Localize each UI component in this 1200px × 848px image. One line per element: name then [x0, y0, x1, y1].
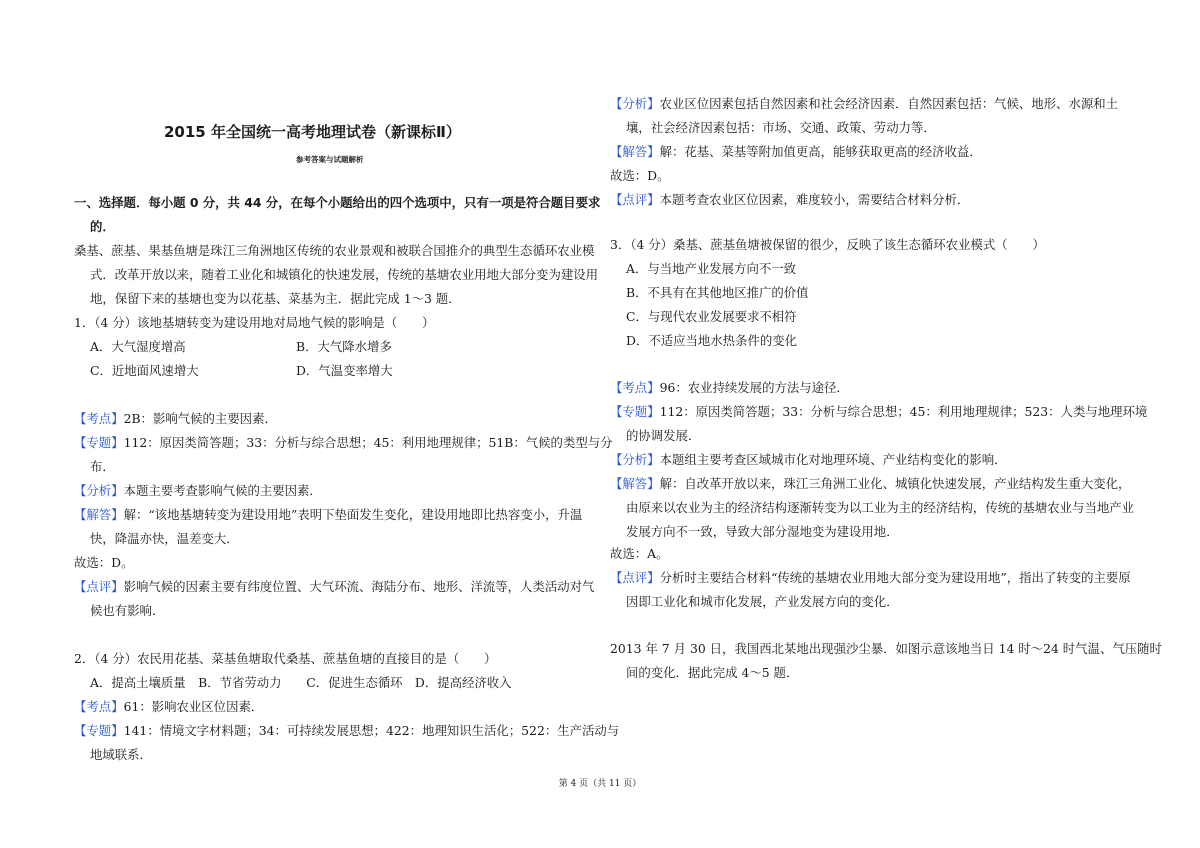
kaodian-text: 61：影响农业区位因素． [123, 699, 264, 714]
kaodian-tag: 【考点】 [610, 380, 660, 395]
option-a: A．大气湿度增高 [90, 339, 186, 354]
question-stem: 2．（4 分）农民用花基、菜基鱼塘取代桑基、蔗基鱼塘的直接目的是（ ） [74, 651, 497, 666]
dianping-tag: 【点评】 [610, 570, 660, 585]
dianping-row [610, 192, 969, 208]
intro2-line-1: 2013 年 7 月 30 日，我国西北某地出现强沙尘暴．如图示意该地当日 14 时～24 时气温、气压随时 [610, 641, 1162, 656]
dianping-text-cont: 因即工业化和城市化发展，产业发展方向的变化． [626, 594, 899, 609]
option-b: B．大气降水增多 [296, 339, 392, 354]
kaodian-tag: 【考点】 [74, 699, 124, 714]
kaodian-row [74, 411, 277, 427]
jieda-row [610, 144, 982, 160]
option-b: B．不具有在其他地区推广的价值 [626, 285, 809, 300]
zhuanti-text: 112：原因类简答题；33：分析与综合思想；45：利用地理规律；51B：气候的类型与分 [123, 435, 613, 450]
dianping-text: 影响气候的因素主要有纬度位置、大气环流、海陆分布、地形、洋流等，人类活动对气 [123, 579, 595, 594]
dianping-text: 分析时主要结合材料“传统的基塘农业用地大部分变为建设用地”，指出了转变的主要原 [659, 570, 1131, 585]
dianping-row [74, 579, 594, 595]
page-title: 2015 年全国统一高考地理试卷（新课标Ⅱ） [164, 123, 461, 141]
zhuanti-text: 112：原因类简答题；33：分析与综合思想；45：利用地理规律；523：人类与地理环境 [659, 404, 1148, 419]
fenxi-tag: 【分析】 [74, 483, 124, 498]
zhuanti-row [610, 404, 1147, 420]
kaodian-text: 2B：影响气候的主要因素． [123, 411, 277, 426]
zhuanti-tag: 【专题】 [610, 404, 660, 419]
section-heading-cont: 的． [90, 219, 115, 234]
question-stem: 1．（4 分）该地基塘转变为建设用地对局地气候的影响是（ ） [74, 315, 435, 330]
page-number: 第 4 页（共 11 页） [558, 779, 642, 789]
intro-line-3: 地，保留下来的基塘也变为以花基、菜基为主．据此完成 1～3 题． [90, 291, 461, 306]
zhuanti-text-cont: 的协调发展． [626, 428, 701, 443]
answer: 故选：A。 [610, 546, 669, 561]
fenxi-text: 本题主要考查影响气候的主要因素． [123, 483, 322, 498]
jieda-tag: 【解答】 [610, 144, 660, 159]
intro-line-1: 桑基、蔗基、果基鱼塘是珠江三角洲地区传统的农业景观和被联合国推介的典型生态循环农业模 [74, 243, 595, 258]
page-subtitle: 参考答案与试题解析 [296, 155, 364, 164]
options-row: A．提高土壤质量 B．节省劳动力 C．促进生态循环 D．提高经济收入 [90, 675, 512, 690]
option-d: D．不适应当地水热条件的变化 [626, 333, 798, 348]
fenxi-row [610, 96, 1118, 112]
intro2-line-2: 间的变化．据此完成 4～5 题． [626, 665, 799, 680]
option-c: C．近地面风速增大 [90, 363, 199, 378]
answer: 故选：D。 [74, 555, 134, 570]
jieda-text: 解：“该地基塘转变为建设用地”表明下垫面发生变化，建设用地即比热容变小，升温 [123, 507, 583, 522]
jieda-tag: 【解答】 [74, 507, 124, 522]
zhuanti-tag: 【专题】 [74, 723, 124, 738]
kaodian-tag: 【考点】 [74, 411, 124, 426]
option-d: D．气温变率增大 [296, 363, 393, 378]
kaodian-row [610, 380, 849, 396]
fenxi-tag: 【分析】 [610, 452, 660, 467]
jieda-row [74, 507, 582, 523]
jieda-tag: 【解答】 [610, 476, 660, 491]
jieda-text: 解：花基、菜基等附加值更高，能够获取更高的经济收益． [659, 144, 982, 159]
jieda-row [610, 476, 1130, 492]
option-c: C．与现代农业发展要求不相符 [626, 309, 797, 324]
zhuanti-text-cont: 地域联系． [90, 747, 152, 762]
question-stem: 3．（4 分）桑基、蔗基鱼塘被保留的很少，反映了该生态循环农业模式（ ） [610, 237, 1045, 252]
jieda-text-cont-2: 发展方向不一致，导致大部分湿地变为建设用地． [626, 524, 899, 539]
jieda-text-cont: 由原来以农业为主的经济结构逐渐转变为以工业为主的经济结构，传统的基塘农业与当地产业 [626, 500, 1135, 515]
kaodian-text: 96：农业持续发展的方法与途径． [659, 380, 849, 395]
fenxi-tag: 【分析】 [610, 96, 660, 111]
fenxi-row [610, 452, 1007, 468]
dianping-tag: 【点评】 [74, 579, 124, 594]
dianping-row [610, 570, 1131, 586]
dianping-text: 本题考查农业区位因素，难度较小，需要结合材料分析． [659, 192, 970, 207]
fenxi-text: 农业区位因素包括自然因素和社会经济因素．自然因素包括：气候、地形、水源和土 [659, 96, 1119, 111]
section-heading: 一、选择题．每小题 0 分，共 44 分，在每个小题给出的四个选项中，只有一项是符合题目要求 [74, 195, 601, 210]
zhuanti-text: 141：情境文字材料题；34：可持续发展思想；422：地理知识生活化；522：生产活动与 [123, 723, 620, 738]
zhuanti-tag: 【专题】 [74, 435, 124, 450]
fenxi-text-cont: 壤，社会经济因素包括：市场、交通、政策、劳动力等． [626, 120, 936, 135]
answer: 故选：D。 [610, 168, 670, 183]
option-a: A．与当地产业发展方向不一致 [626, 261, 797, 276]
dianping-tag: 【点评】 [610, 192, 660, 207]
zhuanti-text-cont: 布． [90, 459, 115, 474]
kaodian-row [74, 699, 263, 715]
jieda-text-cont: 快，降温亦快，温差变大． [90, 531, 239, 546]
zhuanti-row [74, 435, 613, 451]
fenxi-row [74, 483, 322, 499]
dianping-text-cont: 候也有影响． [90, 603, 165, 618]
zhuanti-row [74, 723, 619, 739]
intro-line-2: 式．改革开放以来，随着工业化和城镇化的快速发展，传统的基塘农业用地大部分变为建设用 [90, 267, 599, 282]
jieda-text: 解：自改革开放以来，珠江三角洲工业化、城镇化快速发展，产业结构发生重大变化， [659, 476, 1131, 491]
fenxi-text: 本题组主要考查区域城市化对地理环境、产业结构变化的影响． [659, 452, 1007, 467]
